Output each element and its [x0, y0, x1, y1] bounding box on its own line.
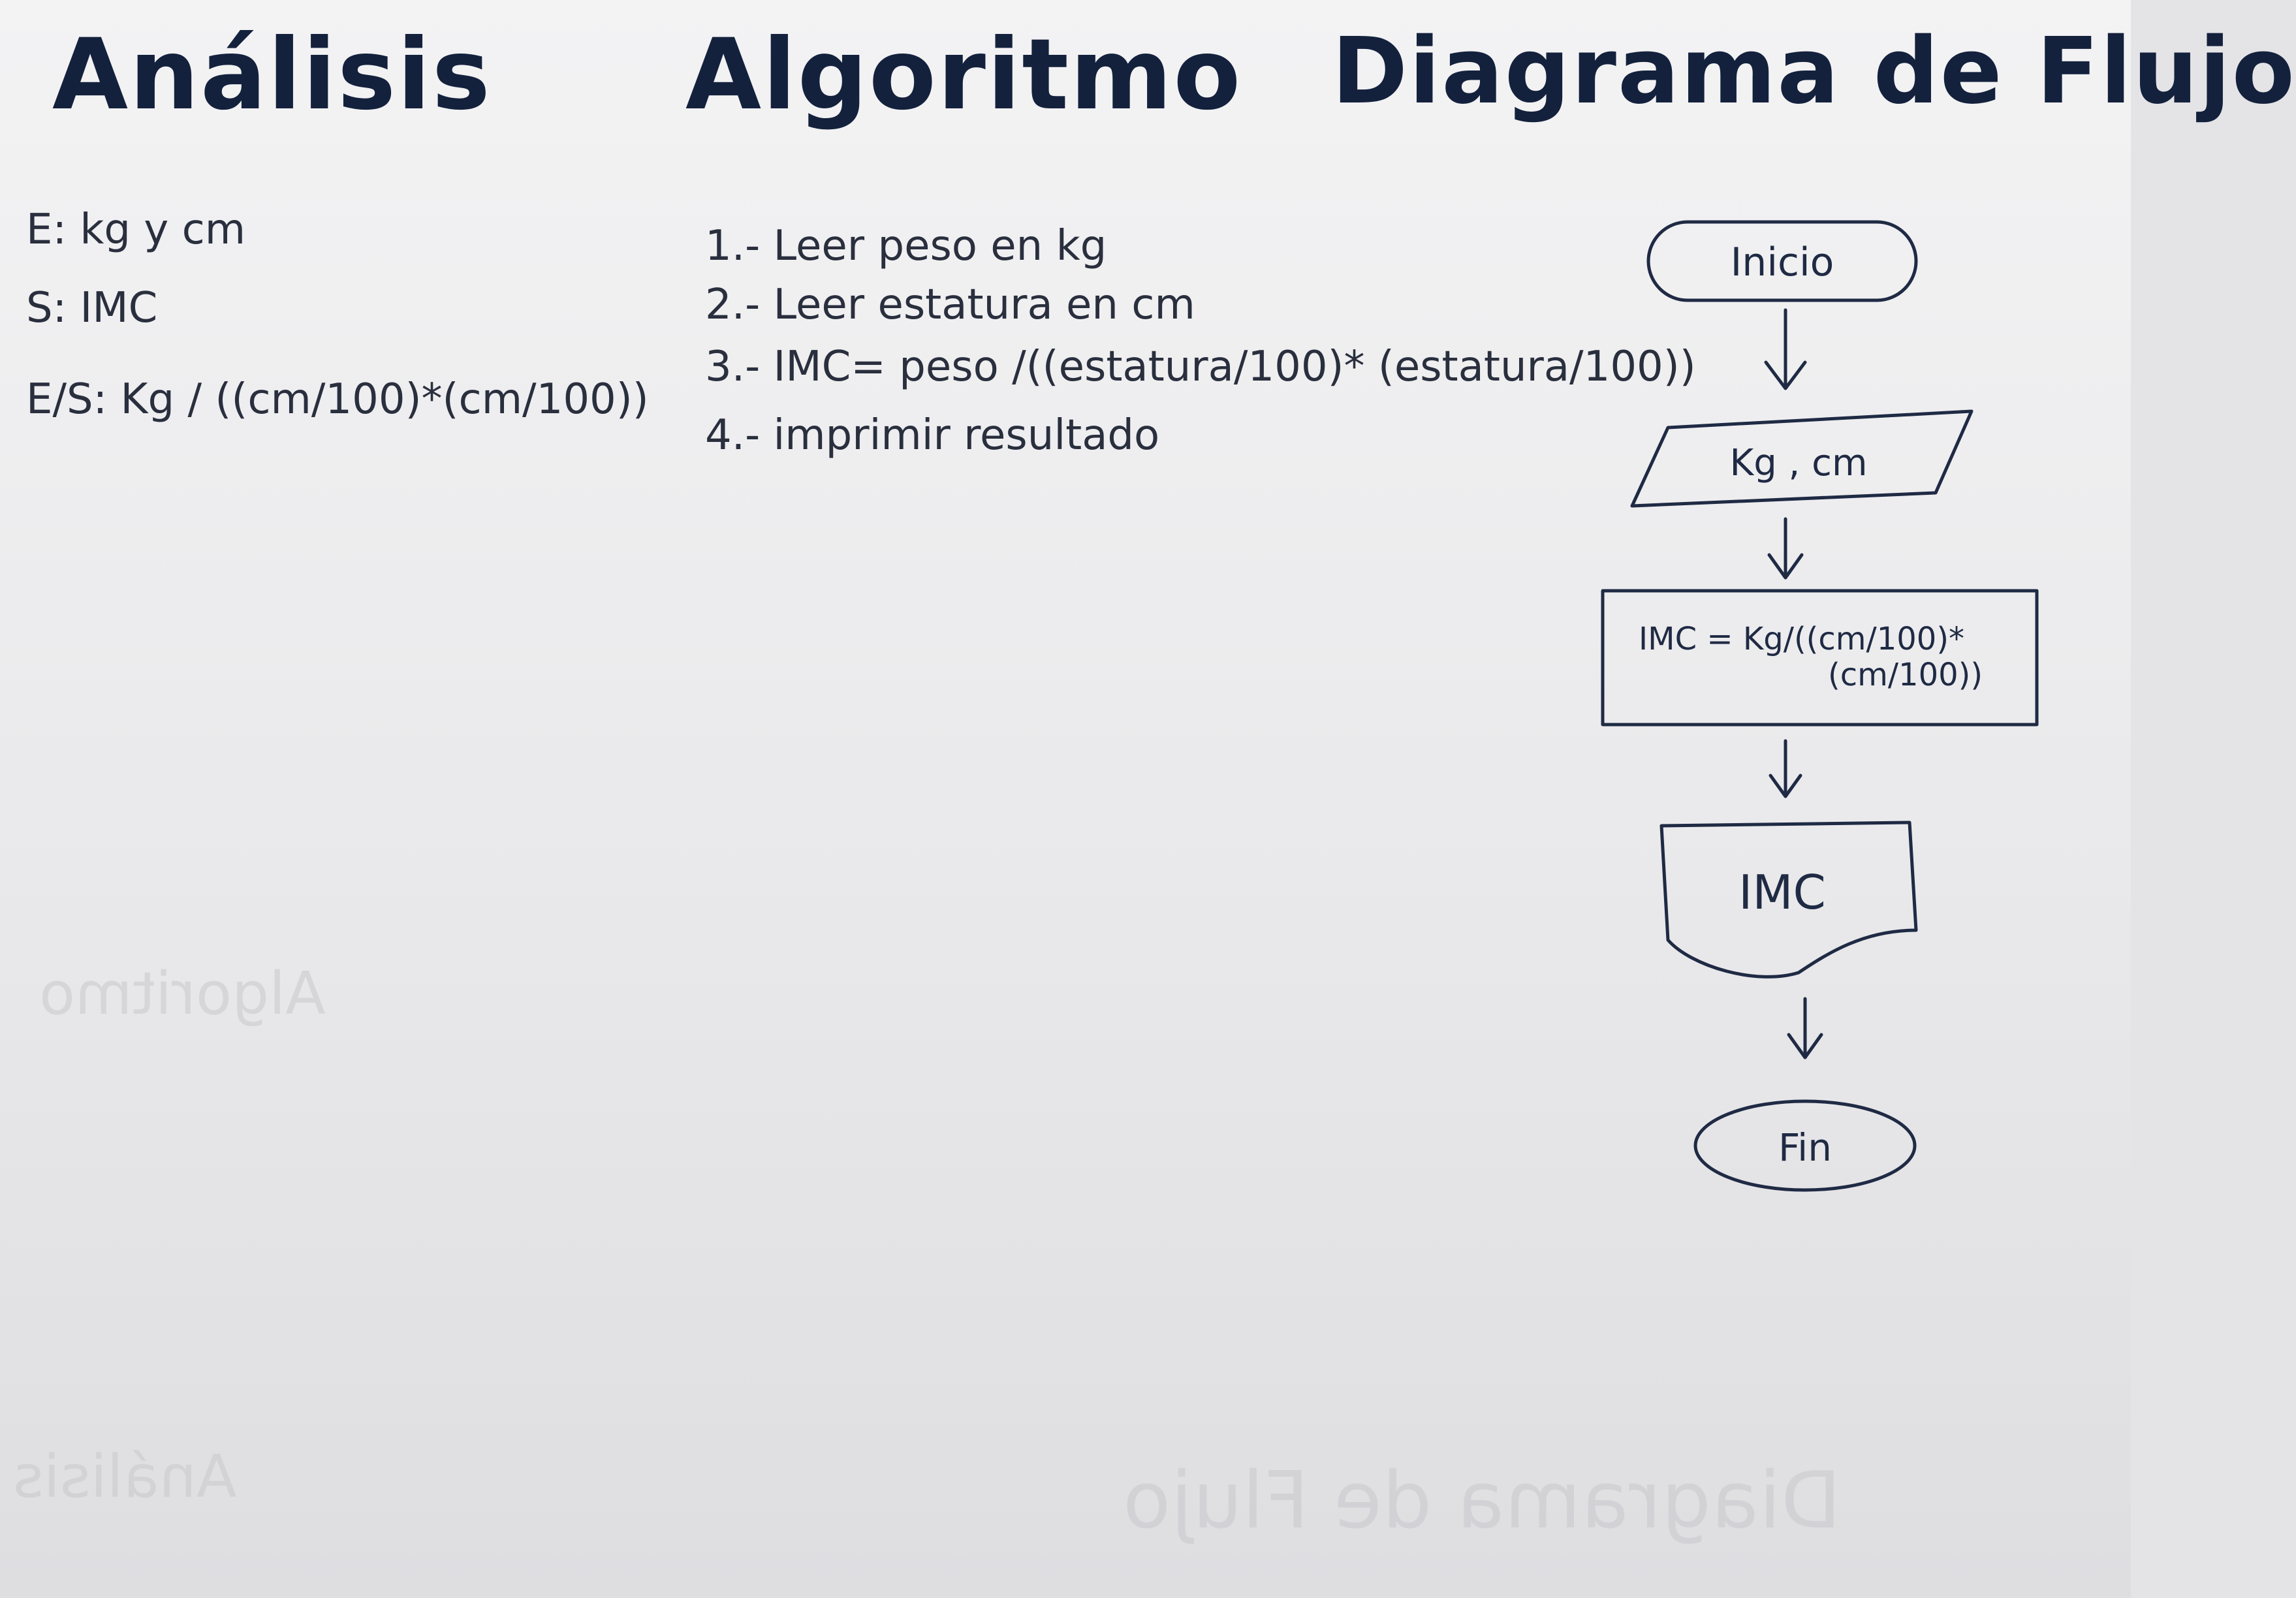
heading-analisis: Análisis: [52, 18, 492, 132]
algoritmo-step-2: 2.- Leer estatura en cm: [705, 281, 1195, 329]
label-salida: IMC: [1738, 865, 1826, 920]
analisis-entrada: E: kg y cm: [26, 206, 246, 254]
heading-diagrama-de-flujo: Diagrama de Flujo: [1332, 18, 2296, 125]
label-inicio: Inicio: [1730, 240, 1834, 285]
label-entrada: Kg , cm: [1729, 442, 1868, 484]
arrow-2: [1769, 519, 1802, 578]
label-fin: Fin: [1778, 1125, 1832, 1170]
algoritmo-step-1: 1.- Leer peso en kg: [705, 222, 1107, 270]
bleed-through-1: Algoritmo: [39, 960, 326, 1028]
algoritmo-step-3: 3.- IMC= peso /((estatura/100)* (estatura/100)): [705, 343, 1696, 391]
label-proceso-1: IMC = Kg/((cm/100)*: [1639, 621, 1965, 657]
bleed-through-2: Diagrama de Flujo: [1123, 1456, 1842, 1546]
arrow-1: [1766, 310, 1805, 388]
bleed-through-3: Análisis: [13, 1443, 237, 1511]
arrow-3: [1770, 741, 1801, 796]
label-proceso-2: (cm/100)): [1828, 657, 1983, 693]
analisis-proceso: E/S: Kg / ((cm/100)*(cm/100)): [26, 375, 649, 424]
algoritmo-step-4: 4.- imprimir resultado: [705, 411, 1160, 460]
heading-algoritmo: Algoritmo: [685, 18, 1242, 132]
analisis-salida: S: IMC: [26, 284, 158, 332]
arrow-4: [1789, 999, 1821, 1058]
